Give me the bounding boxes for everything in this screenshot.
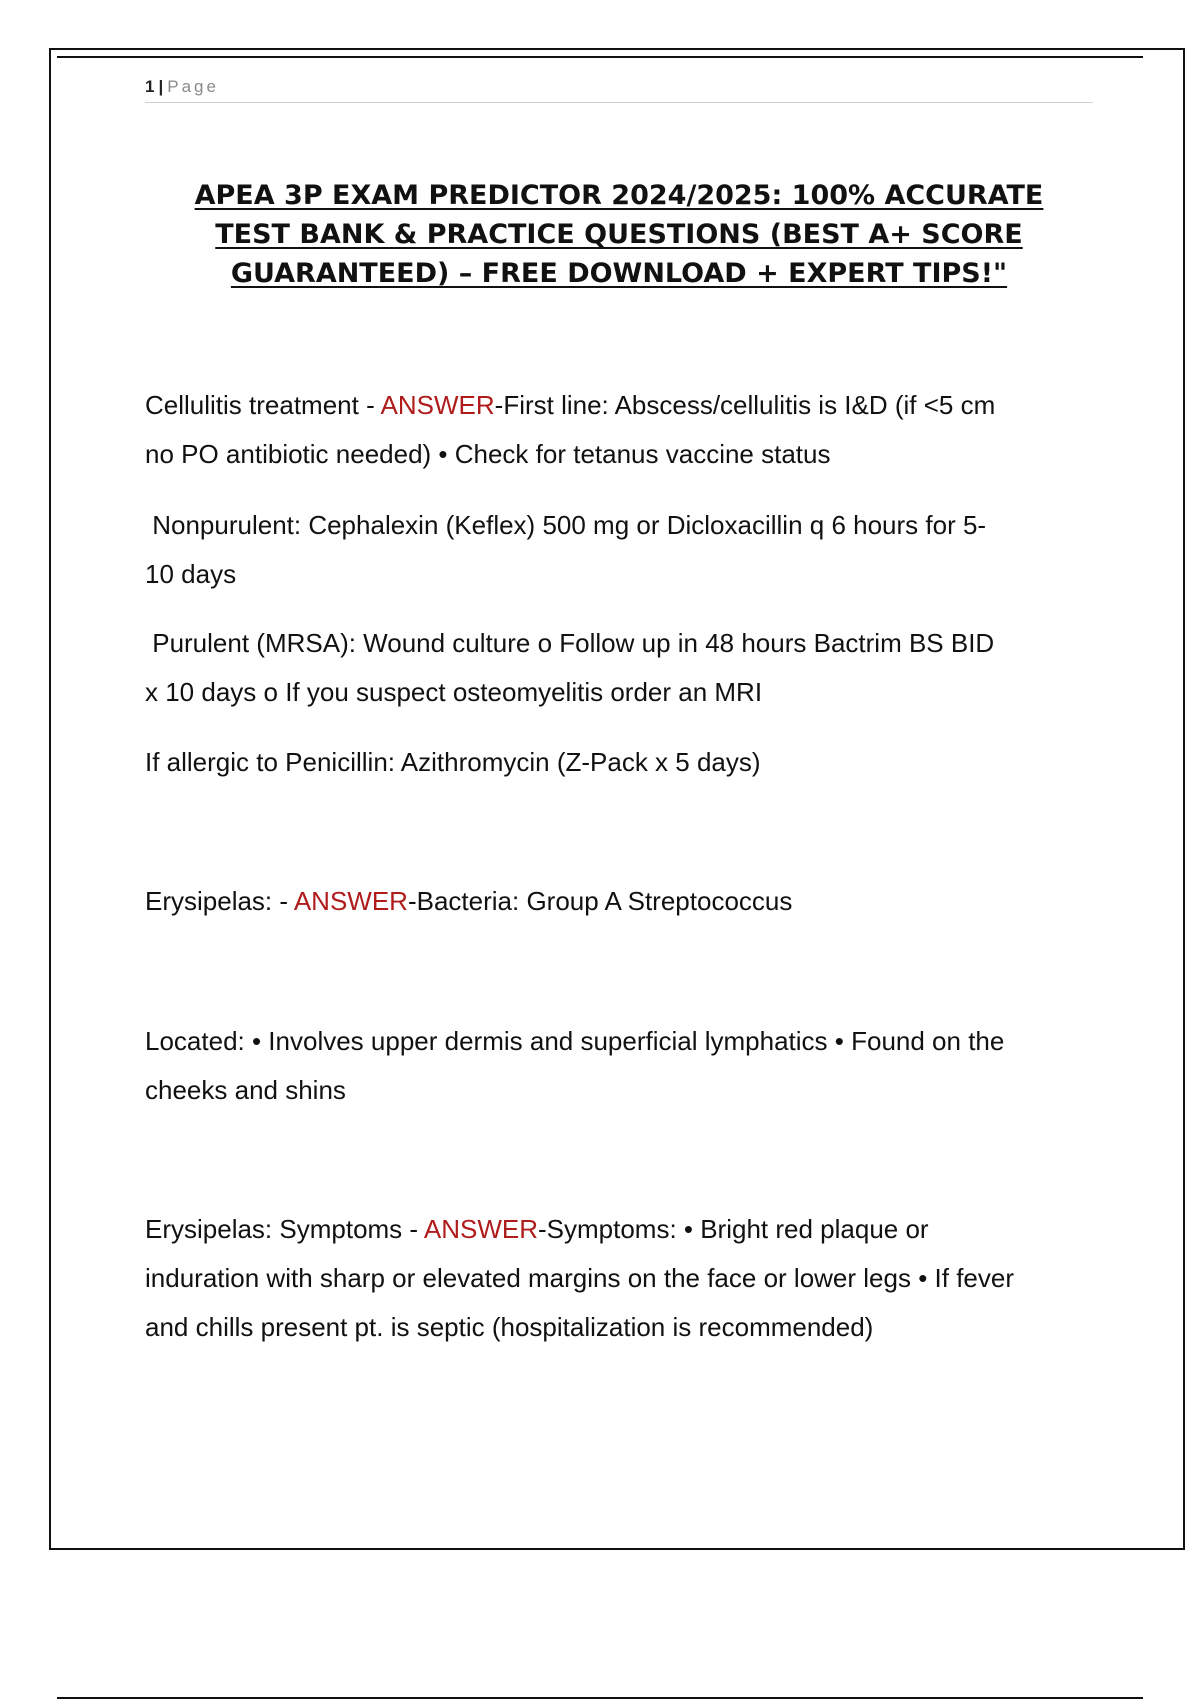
located-item bbox=[145, 1017, 1095, 1115]
page-header bbox=[145, 74, 1093, 103]
purulent-item bbox=[145, 619, 1095, 717]
question-text: Erysipelas: Symptoms - bbox=[145, 1214, 424, 1244]
next-page-rule bbox=[57, 1697, 1143, 1699]
body-text: 10 days bbox=[145, 559, 237, 589]
question-text: Erysipelas: - bbox=[145, 886, 294, 916]
page-separator: | bbox=[158, 77, 164, 96]
body-text: cheeks and shins bbox=[145, 1075, 346, 1105]
answer-label: ANSWER bbox=[380, 390, 495, 420]
body-text: Purulent (MRSA): Wound culture o Follow up in 48 hours Bactrim BS BID bbox=[145, 628, 995, 658]
document-title bbox=[145, 176, 1093, 293]
answer-text: and chills present pt. is septic (hospitalization is recommended) bbox=[145, 1312, 874, 1342]
answer-label: ANSWER bbox=[293, 886, 408, 916]
cellulitis-treatment-item bbox=[145, 381, 1095, 479]
page-word: Page bbox=[167, 77, 219, 96]
body-text: Located: • Involves upper dermis and superficial lymphatics • Found on the bbox=[145, 1026, 1005, 1056]
title-line-2: TEST BANK & PRACTICE QUESTIONS (BEST A+ SCORE bbox=[215, 219, 1023, 250]
nonpurulent-item bbox=[145, 501, 1095, 599]
top-rule bbox=[57, 56, 1143, 58]
question-text: Cellulitis treatment - bbox=[145, 390, 381, 420]
title-line-1: APEA 3P EXAM PREDICTOR 2024/2025: 100% ACCURATE bbox=[194, 180, 1044, 211]
body-text: x 10 days o If you suspect osteomyelitis order an MRI bbox=[145, 677, 763, 707]
body-text: Nonpurulent: Cephalexin (Keflex) 500 mg or Dicloxacillin q 6 hours for 5- bbox=[145, 510, 987, 540]
answer-text: -Symptoms: • Bright red plaque or bbox=[537, 1214, 929, 1244]
body-text: If allergic to Penicillin: Azithromycin (Z-Pack x 5 days) bbox=[145, 747, 761, 777]
answer-label: ANSWER bbox=[423, 1214, 538, 1244]
page-number: 1 bbox=[145, 77, 155, 96]
answer-text: -Bacteria: Group A Streptococcus bbox=[407, 886, 793, 916]
answer-text: induration with sharp or elevated margins on the face or lower legs • If fever bbox=[145, 1263, 1014, 1293]
title-line-3: GUARANTEED) – FREE DOWNLOAD + EXPERT TIPS!" bbox=[230, 258, 1008, 289]
answer-text: no PO antibiotic needed) • Check for tetanus vaccine status bbox=[145, 439, 831, 469]
answer-text: -First line: Abscess/cellulitis is I&D (if <5 cm bbox=[494, 390, 996, 420]
erysipelas-symptoms-item bbox=[145, 1205, 1095, 1352]
penicillin-allergy-item bbox=[145, 738, 1095, 787]
erysipelas-item bbox=[145, 877, 1095, 926]
